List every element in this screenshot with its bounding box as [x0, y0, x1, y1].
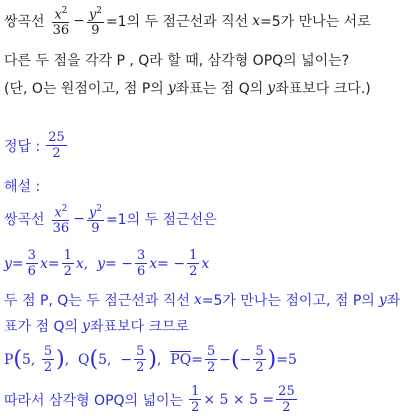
math-var: x [252, 13, 261, 30]
answer-numerator: 25 [48, 130, 65, 145]
fraction-x2-36: $\frac{x^2}{36}$ [52, 204, 70, 237]
math-var: y [378, 292, 387, 308]
fraction: $\frac{1}{2}$ [191, 384, 200, 415]
solution-text: 두 점 P, Q는 두 점근선과 직선 [4, 293, 190, 309]
solution-text: × 5 × 5 = [203, 391, 275, 408]
fraction: $\frac{5}{2}$ [43, 344, 53, 375]
solution-text: =5가 만나는 점이고, 점 P의 [201, 293, 375, 309]
solution-line-1: 쌍곡선 $\frac{x^2}{36}$ − $\frac{y^2}{9}$ =1의 두 점근선은 [4, 204, 217, 237]
fraction: $\frac{5}{2}$ [136, 344, 145, 375]
fraction: $\frac{3}{6}$ [27, 248, 36, 279]
area-numerator: 25 [278, 384, 295, 399]
solution-line-6 [4, 384, 299, 415]
fraction: $\frac{5}{2}$ [255, 344, 264, 375]
area-denominator: 2 [282, 400, 291, 415]
answer-denominator: 2 [52, 146, 61, 161]
solution-line-3 [4, 290, 400, 310]
area-fraction [276, 384, 297, 415]
problem-line-1: 쌍곡선 $\frac{x^2}{36}$ − $\frac{y^2}{9}$ =1의 두 점근선과 직선 x =5가 만나는 서로 [4, 6, 371, 39]
solution-text: 좌 [386, 293, 400, 309]
solution-label: 해설 : [4, 179, 41, 195]
fraction: $\frac{1}{2}$ [63, 248, 72, 279]
solution-text: 쌍곡선 [4, 212, 45, 229]
math-var: y [167, 80, 176, 96]
answer-label: 정답 : [4, 138, 41, 155]
fraction-y2-9: $\frac{y^2}{9}$ [88, 6, 102, 39]
solution-line-2: y= $\frac{3}{6}$ x= $\frac{1}{2}$ x, y= − $\frac{3}{6}$ x= − $\frac{1}{2}$ x [4, 248, 210, 279]
problem-text: (단, O는 원점이고, 점 P의 [4, 81, 164, 97]
problem-text: 쌍곡선 [4, 14, 45, 31]
solution-text: =1의 두 점근선은 [105, 212, 217, 229]
solution-text: 따라서 삼각형 OPQ의 넓이는 [4, 392, 184, 409]
fraction: $\frac{1}{2}$ [189, 248, 198, 279]
solution-text: 표가 점 Q의 [4, 319, 79, 335]
solution-label-line [4, 176, 40, 196]
fraction-y2-9: $\frac{y^2}{9}$ [88, 204, 102, 237]
math-var: y [267, 80, 276, 96]
fraction-x2-36: $\frac{x^2}{36}$ [52, 6, 70, 39]
problem-text: 좌표보다 크다.) [275, 81, 371, 97]
solution-line-5: P ( 5, $\frac{5}{2}$ ) , Q ( 5, − $\frac{5}{2}$ ) , PQ= $\frac{5}{2}$ − ( − $\frac{5}{2}$ ) =5 [4, 344, 297, 375]
problem-text: =1의 두 점근선과 직선 [105, 14, 249, 31]
fraction: $\frac{3}{6}$ [136, 248, 146, 279]
problem-text: =5가 만나는 서로 [260, 14, 371, 31]
answer-fraction [46, 130, 67, 161]
fraction: $\frac{5}{2}$ [207, 344, 216, 375]
problem-text: 다른 두 점을 각각 P , Q라 할 때, 삼각형 OPQ의 넓이는? [4, 53, 350, 69]
problem-text: 좌표는 점 Q의 [175, 81, 264, 97]
problem-line-2 [4, 50, 349, 70]
solution-text: 좌표보다 크므로 [89, 319, 190, 335]
problem-line-3 [4, 78, 371, 98]
answer-line [4, 130, 69, 161]
solution-line-4 [4, 316, 189, 336]
math-var: x [193, 292, 202, 308]
math-var: y [82, 318, 90, 334]
